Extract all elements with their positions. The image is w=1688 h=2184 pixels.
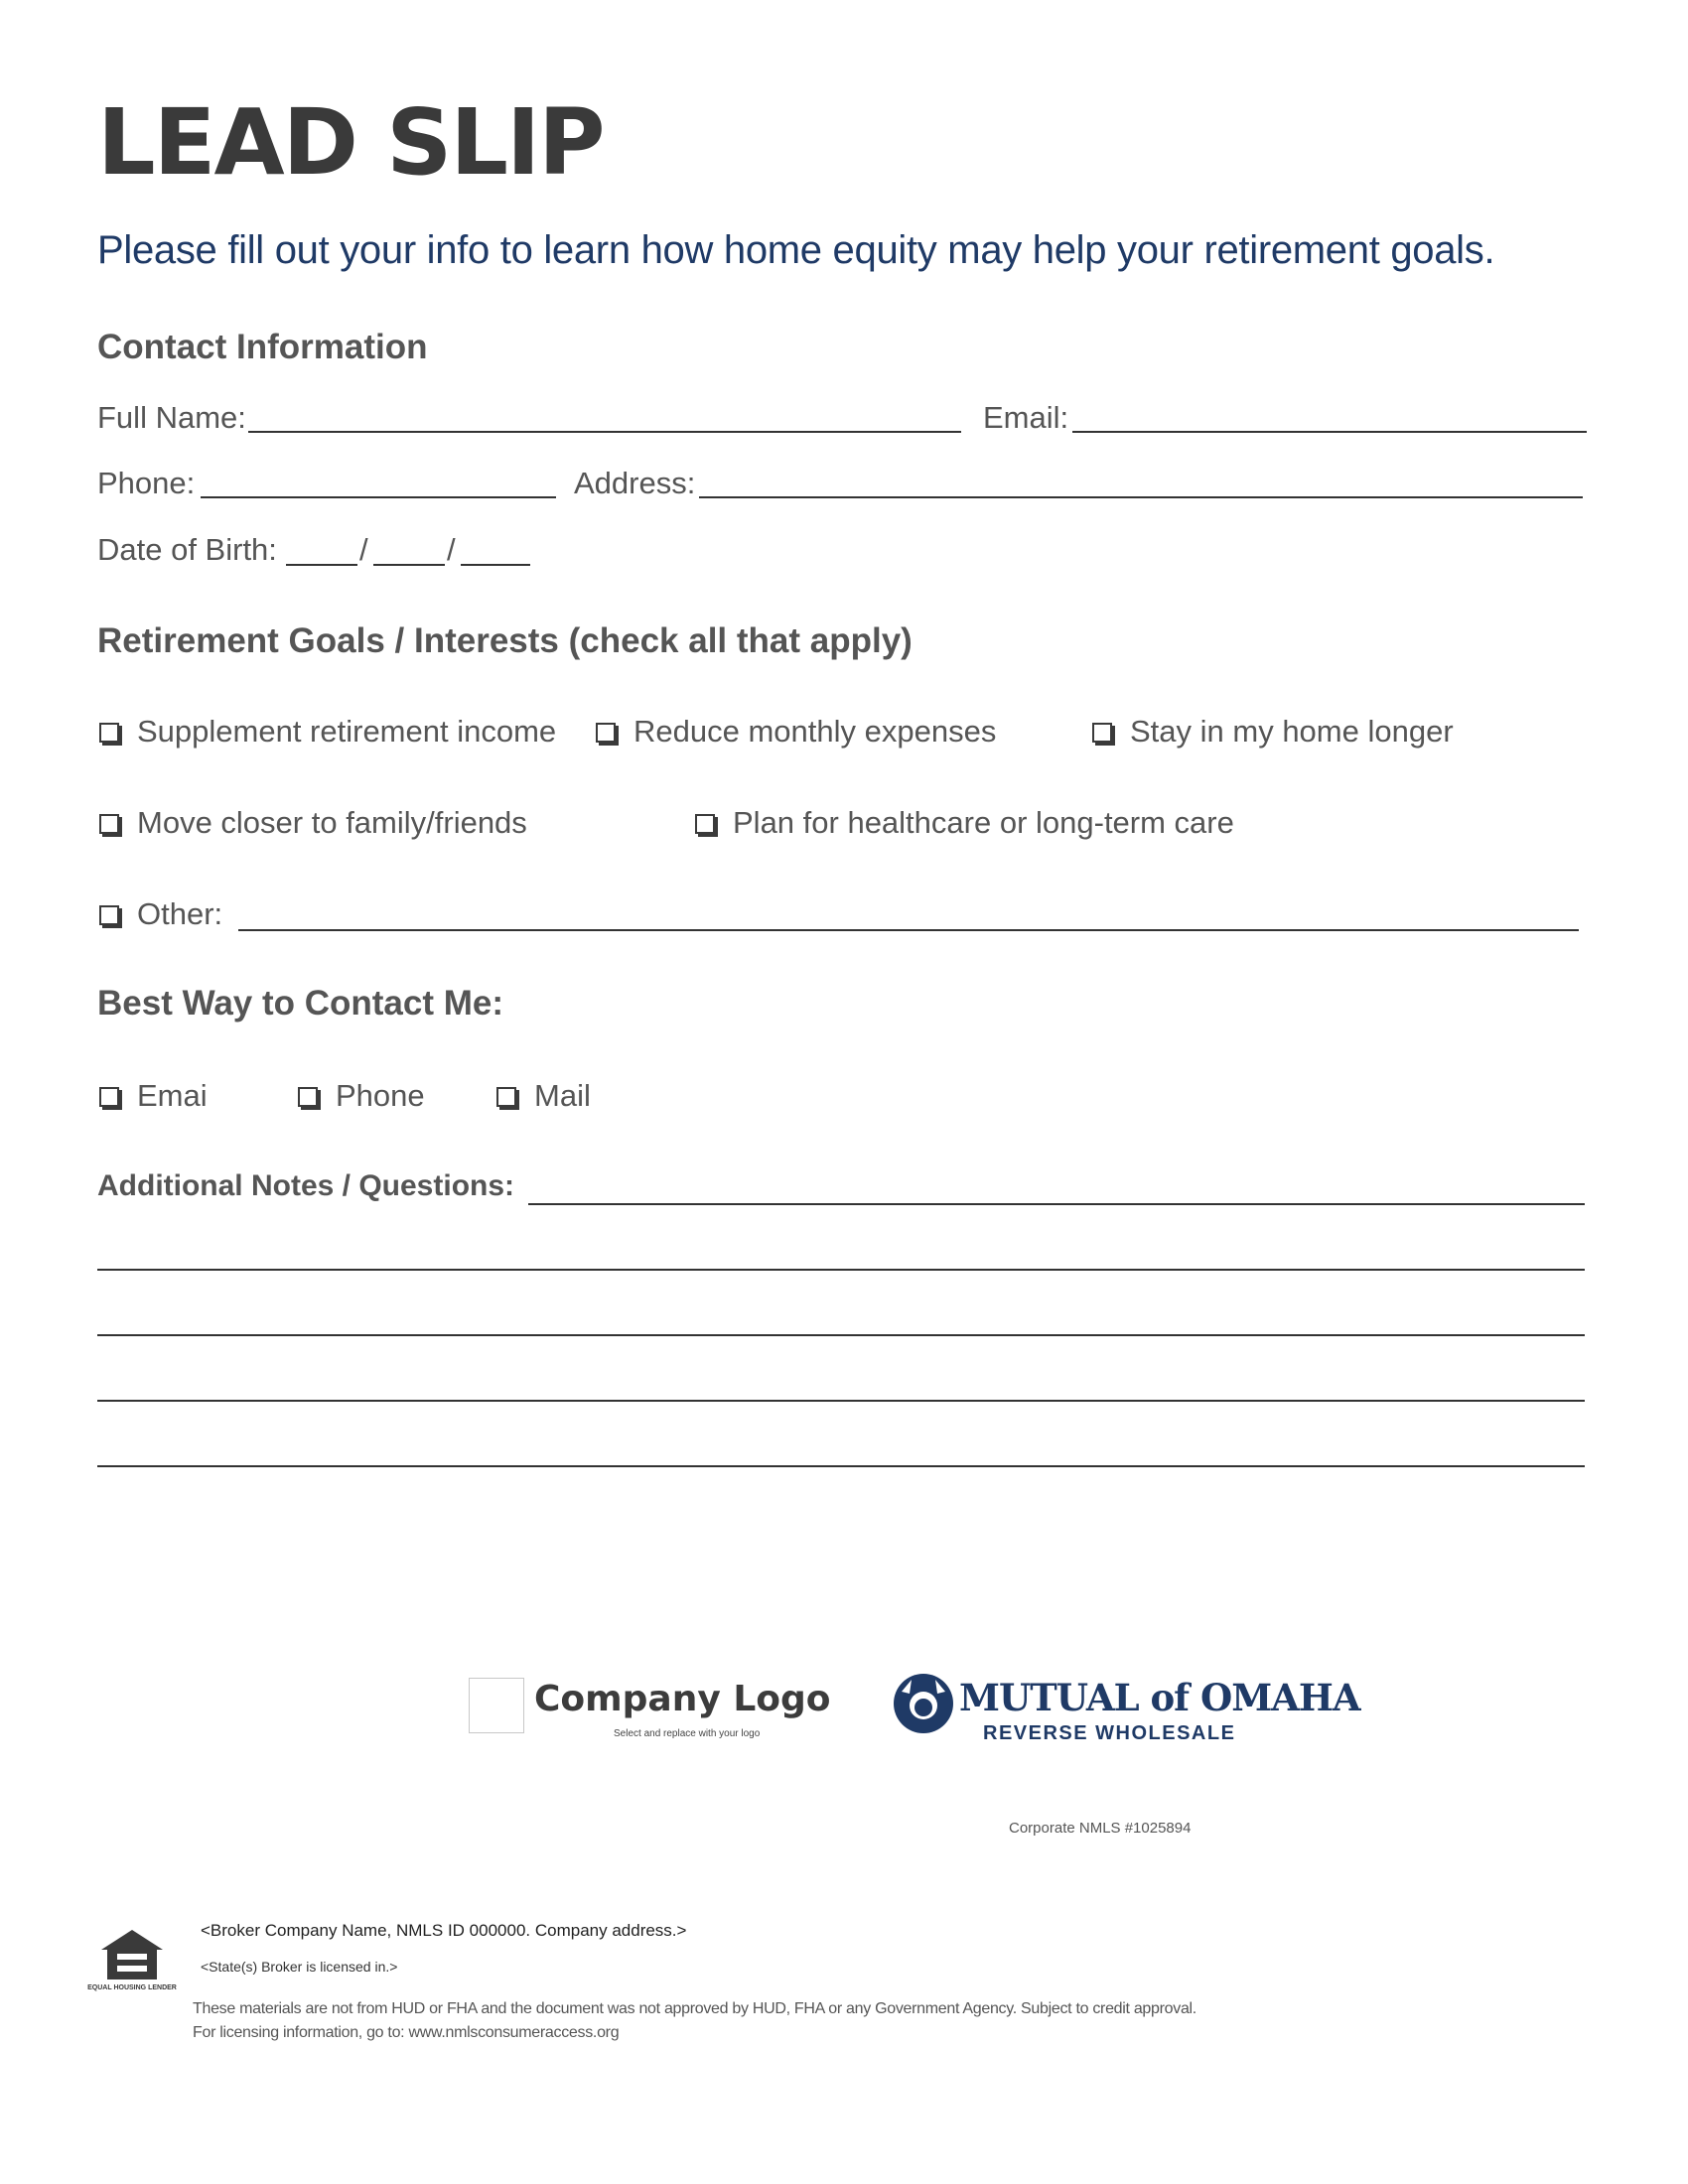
lion-logo-icon [892,1672,955,1735]
notes-line[interactable] [97,1400,1585,1402]
checkbox-icon[interactable] [695,814,715,834]
contact-method-label: Emai [137,1078,208,1113]
broker-info: <Broker Company Name, NMLS ID 000000. Company address.> [201,1921,687,1940]
equal-housing-icon [87,1926,177,2001]
full-name-label: Full Name: [97,400,246,435]
lender-logo-subtitle: REVERSE WHOLESALE [983,1722,1236,1744]
goal-label: Supplement retirement income [137,714,557,749]
page-title: LEAD SLIP [97,89,604,196]
full-name-field[interactable] [248,431,961,433]
disclaimer-line: These materials are not from HUD or FHA and the document was not approved by HUD, FHA or any Government Agency. Subject to credit approval. [193,2000,1196,2017]
contact-heading: Contact Information [97,328,428,366]
checkbox-icon[interactable] [1092,723,1112,743]
checkbox-icon[interactable] [298,1087,318,1107]
goal-move-closer[interactable] [99,807,527,838]
goal-healthcare[interactable] [695,807,1234,838]
contact-method-phone[interactable] [298,1080,425,1111]
company-logo-text: Company Logo [534,1679,831,1719]
notes-line[interactable] [528,1203,1585,1205]
contact-method-email[interactable] [99,1080,208,1111]
notes-line[interactable] [97,1269,1585,1271]
email-label: Email: [983,400,1069,435]
checkbox-icon[interactable] [99,905,119,925]
company-logo-placeholder[interactable] [469,1678,524,1733]
notes-line[interactable] [97,1465,1585,1467]
phone-label: Phone: [97,466,196,500]
dob-day-field[interactable] [373,564,445,566]
corporate-nmls: Corporate NMLS #1025894 [1009,1820,1192,1837]
page-subtitle: Please fill out your info to learn how home equity may help your retirement goals. [97,228,1495,272]
contact-method-label: Phone [336,1078,425,1113]
goal-label: Stay in my home longer [1130,714,1454,749]
checkbox-icon[interactable] [596,723,616,743]
goal-supplement-income[interactable] [99,716,556,747]
address-label: Address: [574,466,696,500]
notes-line[interactable] [97,1334,1585,1336]
contact-method-heading: Best Way to Contact Me: [97,984,504,1023]
goal-label: Reduce monthly expenses [633,714,997,749]
goal-reduce-expenses[interactable] [596,716,996,747]
goal-other-field[interactable] [238,929,1579,931]
goal-label: Move closer to family/friends [137,805,527,840]
goal-other[interactable] [99,898,222,929]
address-field[interactable] [699,496,1583,498]
notes-heading: Additional Notes / Questions: [97,1169,515,1202]
dob-label: Date of Birth: [97,532,277,567]
dob-month-field[interactable] [286,564,357,566]
dob-year-field[interactable] [461,564,530,566]
phone-field[interactable] [201,496,556,498]
lender-logo-name: MUTUAL of OMAHA [959,1676,1360,1719]
equal-housing-text: EQUAL HOUSING LENDER [87,1984,177,1991]
goals-heading: Retirement Goals / Interests (check all that apply) [97,621,913,660]
contact-method-label: Mail [534,1078,591,1113]
goal-stay-home[interactable] [1092,716,1454,747]
goal-label: Other: [137,896,223,931]
dob-separator-icon: / [359,532,368,567]
checkbox-icon[interactable] [99,814,119,834]
contact-method-mail[interactable] [496,1080,591,1111]
broker-states: <State(s) Broker is licensed in.> [201,1959,398,1975]
checkbox-icon[interactable] [496,1087,516,1107]
company-logo-hint: Select and replace with your logo [614,1728,761,1739]
checkbox-icon[interactable] [99,723,119,743]
email-field[interactable] [1072,431,1587,433]
checkbox-icon[interactable] [99,1087,119,1107]
dob-separator-icon: / [447,532,456,567]
licensing-line: For licensing information, go to: www.nmlsconsumeraccess.org [193,2024,620,2041]
goal-label: Plan for healthcare or long-term care [733,805,1234,840]
